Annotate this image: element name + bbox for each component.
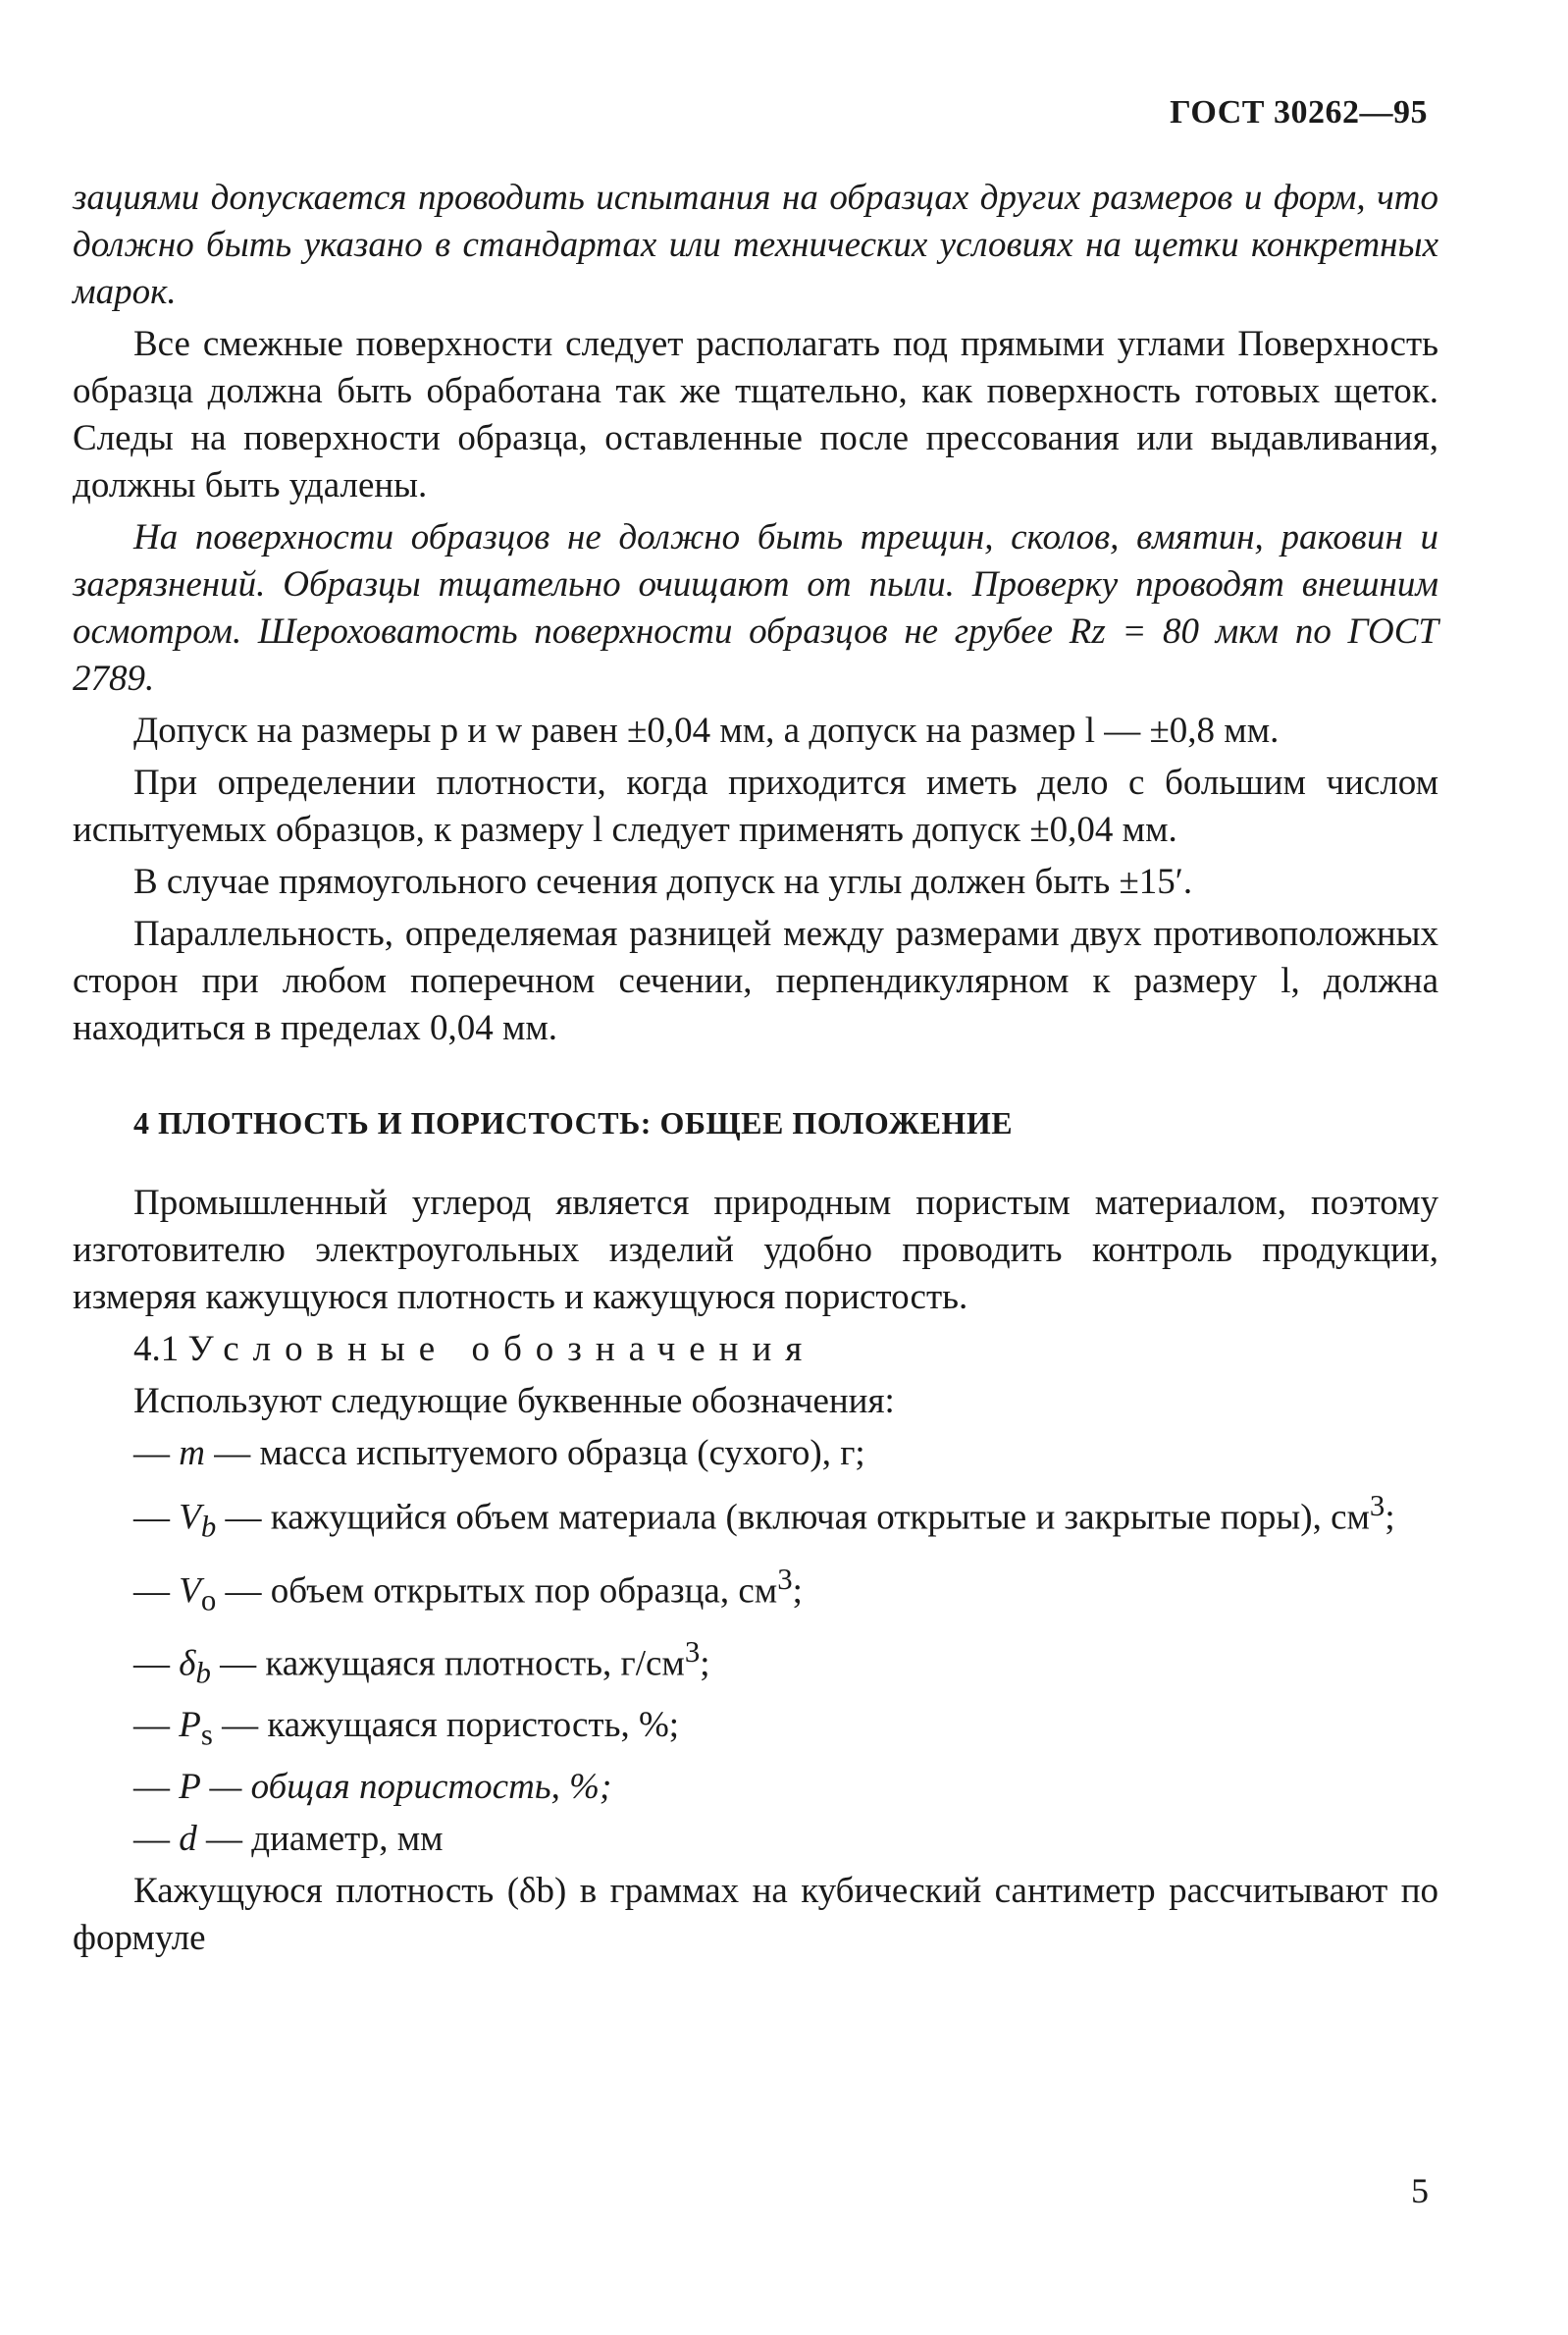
- symbol-list-item: [73, 1628, 1438, 1697]
- list-dash: —: [133, 1705, 180, 1746]
- paragraph-defects: На поверхности образцов не должно быть трещин, сколов, вмятин, раковин и загрязнений. Образцы тщательно очищают от пыли. Проверку проводят внешним осмотром. Шероховатость поверхности образцов не грубее Rz = 80 мкм по ГОСТ 2789.: [73, 517, 1438, 699]
- paragraph-angles: В случае прямоугольного сечения допуск на углы должен быть ±15′.: [133, 862, 1193, 902]
- symbol-subscript: s: [200, 1718, 213, 1752]
- paragraph-surfaces: Все смежные поверхности следует располагать под прямыми углами Поверхность образца должна быть обработана так же тщательно, как поверхность готовых щеток. Следы на поверхности образца, оставленные после прессования или выдавливания, должны быть удалены.: [73, 324, 1438, 505]
- symbol: δ: [179, 1643, 196, 1684]
- symbol: V: [179, 1570, 201, 1612]
- symbol-subscript: o: [200, 1583, 217, 1618]
- list-dash: —: [133, 1570, 180, 1612]
- symbol-list-item: [73, 1764, 1438, 1811]
- symbol-list-item: [73, 1702, 1438, 1758]
- symbol: P: [179, 1705, 201, 1746]
- symbol-description: — кажущийся объем материала (включая открытые и закрытые поры), см: [216, 1497, 1370, 1538]
- paragraph-formula-intro: Кажущуюся плотность (δb) в граммах на кубический сантиметр рассчитывают по формуле: [73, 1870, 1438, 1958]
- paragraph-tolerance-l: При определении плотности, когда приходится иметь дело с большим числом испытуемых образцов, к размеру l следует применять допуск ±0,04 мм.: [73, 763, 1438, 850]
- paragraph-parallelism: Параллельность, определяемая разницей между размерами двух противоположных сторон при любом поперечном сечении, перпендикулярном к размеру l, должна находиться в пределах 0,04 мм.: [73, 914, 1438, 1048]
- symbol-subscript: b: [200, 1510, 217, 1544]
- list-dash: —: [133, 1766, 180, 1807]
- symbol-description: — кажущаяся пористость, %;: [212, 1705, 680, 1746]
- symbol: m: [179, 1433, 205, 1473]
- symbol-subscript: b: [195, 1657, 211, 1691]
- list-terminator: ;: [1385, 1497, 1395, 1538]
- list-dash: —: [133, 1643, 180, 1684]
- symbol: d: [179, 1818, 197, 1859]
- paragraph-continuation: зациями допускается проводить испытания на образцах других размеров и форм, что должно быть указано в стандартах или технических условиях на щетки конкретных марок.: [73, 178, 1438, 312]
- unit-superscript: 3: [684, 1635, 701, 1670]
- paragraph-symbols-intro: Используют следующие буквенные обозначения:: [133, 1381, 895, 1421]
- list-dash: —: [133, 1818, 180, 1859]
- list-dash: —: [133, 1497, 180, 1538]
- unit-superscript: 3: [777, 1562, 793, 1596]
- page-number: 5: [1411, 2171, 1429, 2210]
- symbol-description: — кажущаяся плотность, г/см: [210, 1643, 685, 1684]
- symbol-list-item: [73, 1816, 1438, 1863]
- symbol-list-item: [73, 1482, 1438, 1551]
- list-terminator: ;: [792, 1570, 803, 1612]
- symbol: V: [179, 1497, 201, 1538]
- symbol-description: — масса испытуемого образца (сухого), г;: [204, 1433, 865, 1473]
- symbol-list-item: [73, 1556, 1438, 1624]
- symbol-description: — общая пористость, %;: [200, 1766, 612, 1807]
- document-body: [73, 175, 1438, 1967]
- section-heading: 4 ПЛОТНОСТЬ И ПОРИСТОСТЬ: ОБЩЕЕ ПОЛОЖЕНИЕ: [133, 1105, 1014, 1141]
- list-terminator: ;: [700, 1643, 710, 1684]
- symbol-description: — диаметр, мм: [196, 1818, 444, 1859]
- symbol: P: [179, 1766, 201, 1807]
- subsection-title: [73, 1326, 1438, 1373]
- symbol-list-item: [73, 1430, 1438, 1477]
- paragraph-intro: Промышленный углерод является природным пористым материалом, поэтому изготовителю электроугольных изделий удобно проводить контроль продукции, измеряя кажущуюся плотность и кажущуюся пористость.: [73, 1183, 1438, 1317]
- subsection-number: 4.1: [133, 1329, 180, 1369]
- list-dash: —: [133, 1433, 180, 1473]
- symbol-description: — объем открытых пор образца, см: [216, 1570, 778, 1612]
- standard-header: ГОСТ 30262—95: [1170, 94, 1428, 131]
- unit-superscript: 3: [1369, 1489, 1385, 1522]
- symbol-list: [73, 1430, 1438, 1863]
- paragraph-tolerance-pw: Допуск на размеры p и w равен ±0,04 мм, а допуск на размер l — ±0,8 мм.: [133, 711, 1280, 751]
- subsection-label: Условные обозначения: [187, 1329, 816, 1369]
